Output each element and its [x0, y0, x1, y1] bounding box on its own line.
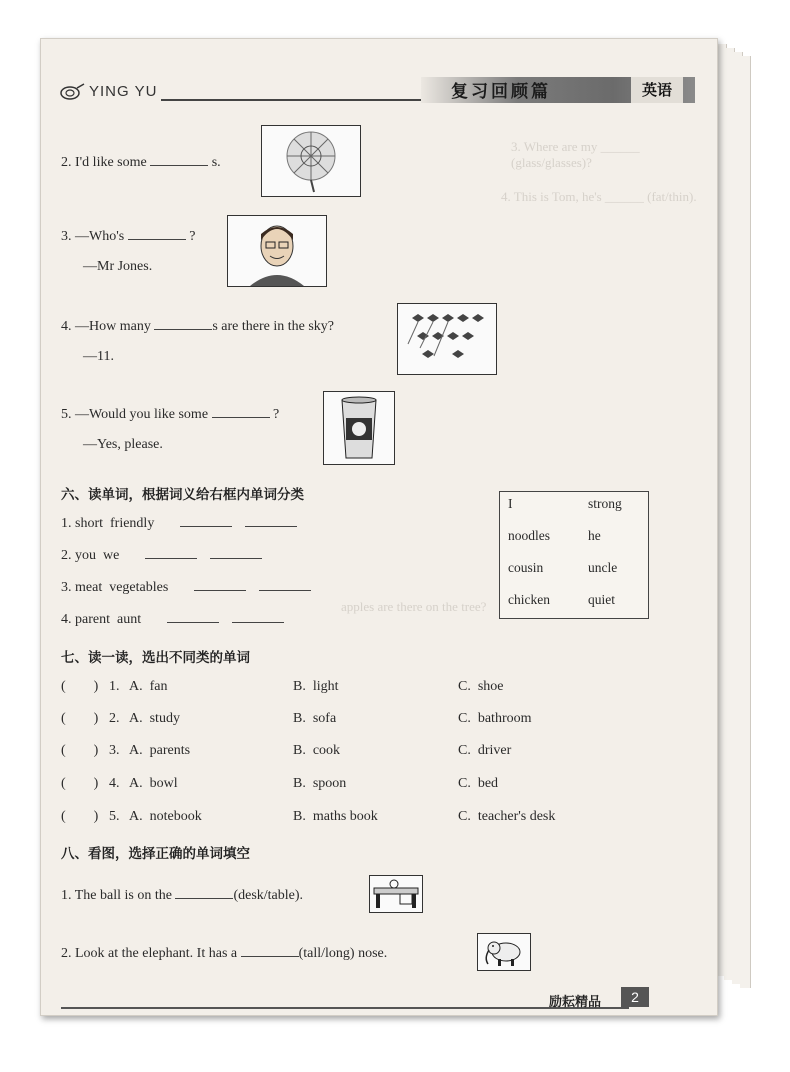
choice-number: 2. [109, 711, 120, 726]
page-title: 复习回顾篇 [451, 82, 551, 102]
option-c: C. bed [458, 776, 499, 791]
logo [59, 83, 157, 101]
choice-row [61, 679, 98, 695]
option-b: B. cook [293, 743, 341, 758]
choice-number: 4. [109, 776, 120, 791]
umbrella-picture [261, 125, 361, 197]
section-6-row: 4. parent aunt [61, 610, 284, 628]
word-item: I [508, 496, 513, 511]
word-item: noodles [508, 528, 550, 543]
answer-blank[interactable] [210, 546, 262, 559]
answer-paren[interactable]: ( ) [61, 743, 99, 758]
answer-blank[interactable] [167, 610, 219, 623]
subject-label: 英语 [631, 77, 683, 103]
worksheet-page [40, 38, 718, 1016]
question-4: 4. —How many s are there in the sky? [61, 319, 335, 334]
option-a: A. bowl [129, 776, 178, 791]
question-2: 2. I'd like some s. [61, 155, 221, 170]
page-number: 2 [621, 987, 649, 1007]
answer-blank[interactable] [232, 610, 284, 623]
answer-blank[interactable] [194, 578, 246, 591]
ball-on-desk-picture [369, 875, 423, 913]
kites-picture [397, 303, 497, 375]
option-b: B. light [293, 679, 339, 694]
question-5: 5. —Would you like some ? [61, 407, 280, 422]
answer-blank[interactable] [241, 944, 299, 957]
option-a: A. parents [129, 743, 191, 758]
section-6-row: 1. short friendly [61, 514, 297, 532]
option-c: C. teacher's desk [458, 809, 556, 824]
answer-3: —Mr Jones. [83, 259, 153, 274]
option-b: B. maths book [293, 809, 378, 824]
page-header [41, 39, 717, 111]
section-7-title: 七、读一读，选出不同类的单词 [61, 650, 250, 666]
answer-4: —11. [83, 349, 114, 364]
section-6-title: 六、读单词，根据词义给右框内单词分类 [61, 487, 304, 503]
section-6-row: 3. meat vegetables [61, 578, 311, 596]
bleed-through-text: 4. This is Tom, he's ______ (fat/thin). [501, 189, 697, 204]
answer-paren[interactable]: ( ) [61, 679, 99, 694]
answer-blank[interactable] [150, 153, 208, 166]
page-stack-edge [740, 56, 751, 988]
answer-blank[interactable] [212, 405, 270, 418]
footer-label: 励耘精品 [549, 995, 602, 1010]
answer-blank[interactable] [180, 514, 232, 527]
bleed-through-text: apples are there on the tree? [341, 599, 487, 614]
answer-blank[interactable] [145, 546, 197, 559]
logo-swirl-icon [59, 83, 85, 101]
header-rule [161, 99, 421, 101]
option-c: C. driver [458, 743, 512, 758]
option-b: B. sofa [293, 711, 337, 726]
bleed-through-text: 3. Where are my ______ (glass/glasses)? [511, 139, 640, 170]
word-item: quiet [588, 592, 615, 607]
answer-paren[interactable]: ( ) [61, 711, 99, 726]
question-8-2: 2. Look at the elephant. It has a (tall/long) nose. [61, 946, 388, 961]
answer-paren[interactable]: ( ) [61, 809, 99, 824]
word-box [499, 491, 649, 619]
footer-rule [61, 1007, 629, 1009]
word-item: cousin [508, 560, 544, 575]
answer-5: —Yes, please. [83, 437, 163, 452]
option-b: B. spoon [293, 776, 347, 791]
option-c: C. bathroom [458, 711, 532, 726]
man-with-glasses-picture [227, 215, 327, 287]
answer-blank[interactable] [154, 317, 212, 330]
question-8-1: 1. The ball is on the (desk/table). [61, 888, 304, 903]
logo-text: YING YU [89, 83, 158, 100]
answer-blank[interactable] [245, 514, 297, 527]
word-item: uncle [588, 560, 618, 575]
choice-number: 1. [109, 679, 120, 694]
option-c: C. shoe [458, 679, 504, 694]
choice-number: 3. [109, 743, 120, 758]
option-a: A. fan [129, 679, 168, 694]
word-item: he [588, 528, 601, 543]
word-item: strong [588, 496, 622, 511]
section-8-title: 八、看图，选择正确的单词填空 [61, 846, 250, 862]
elephant-picture [477, 933, 531, 971]
section-6-row: 2. you we [61, 546, 262, 564]
answer-blank[interactable] [175, 886, 233, 899]
option-a: A. study [129, 711, 180, 726]
answer-blank[interactable] [128, 227, 186, 240]
cola-cup-picture [323, 391, 395, 465]
choice-number: 5. [109, 809, 120, 824]
answer-blank[interactable] [259, 578, 311, 591]
question-3: 3. —Who's ? [61, 229, 196, 244]
option-a: A. notebook [129, 809, 202, 824]
answer-paren[interactable]: ( ) [61, 776, 99, 791]
word-item: chicken [508, 592, 550, 607]
